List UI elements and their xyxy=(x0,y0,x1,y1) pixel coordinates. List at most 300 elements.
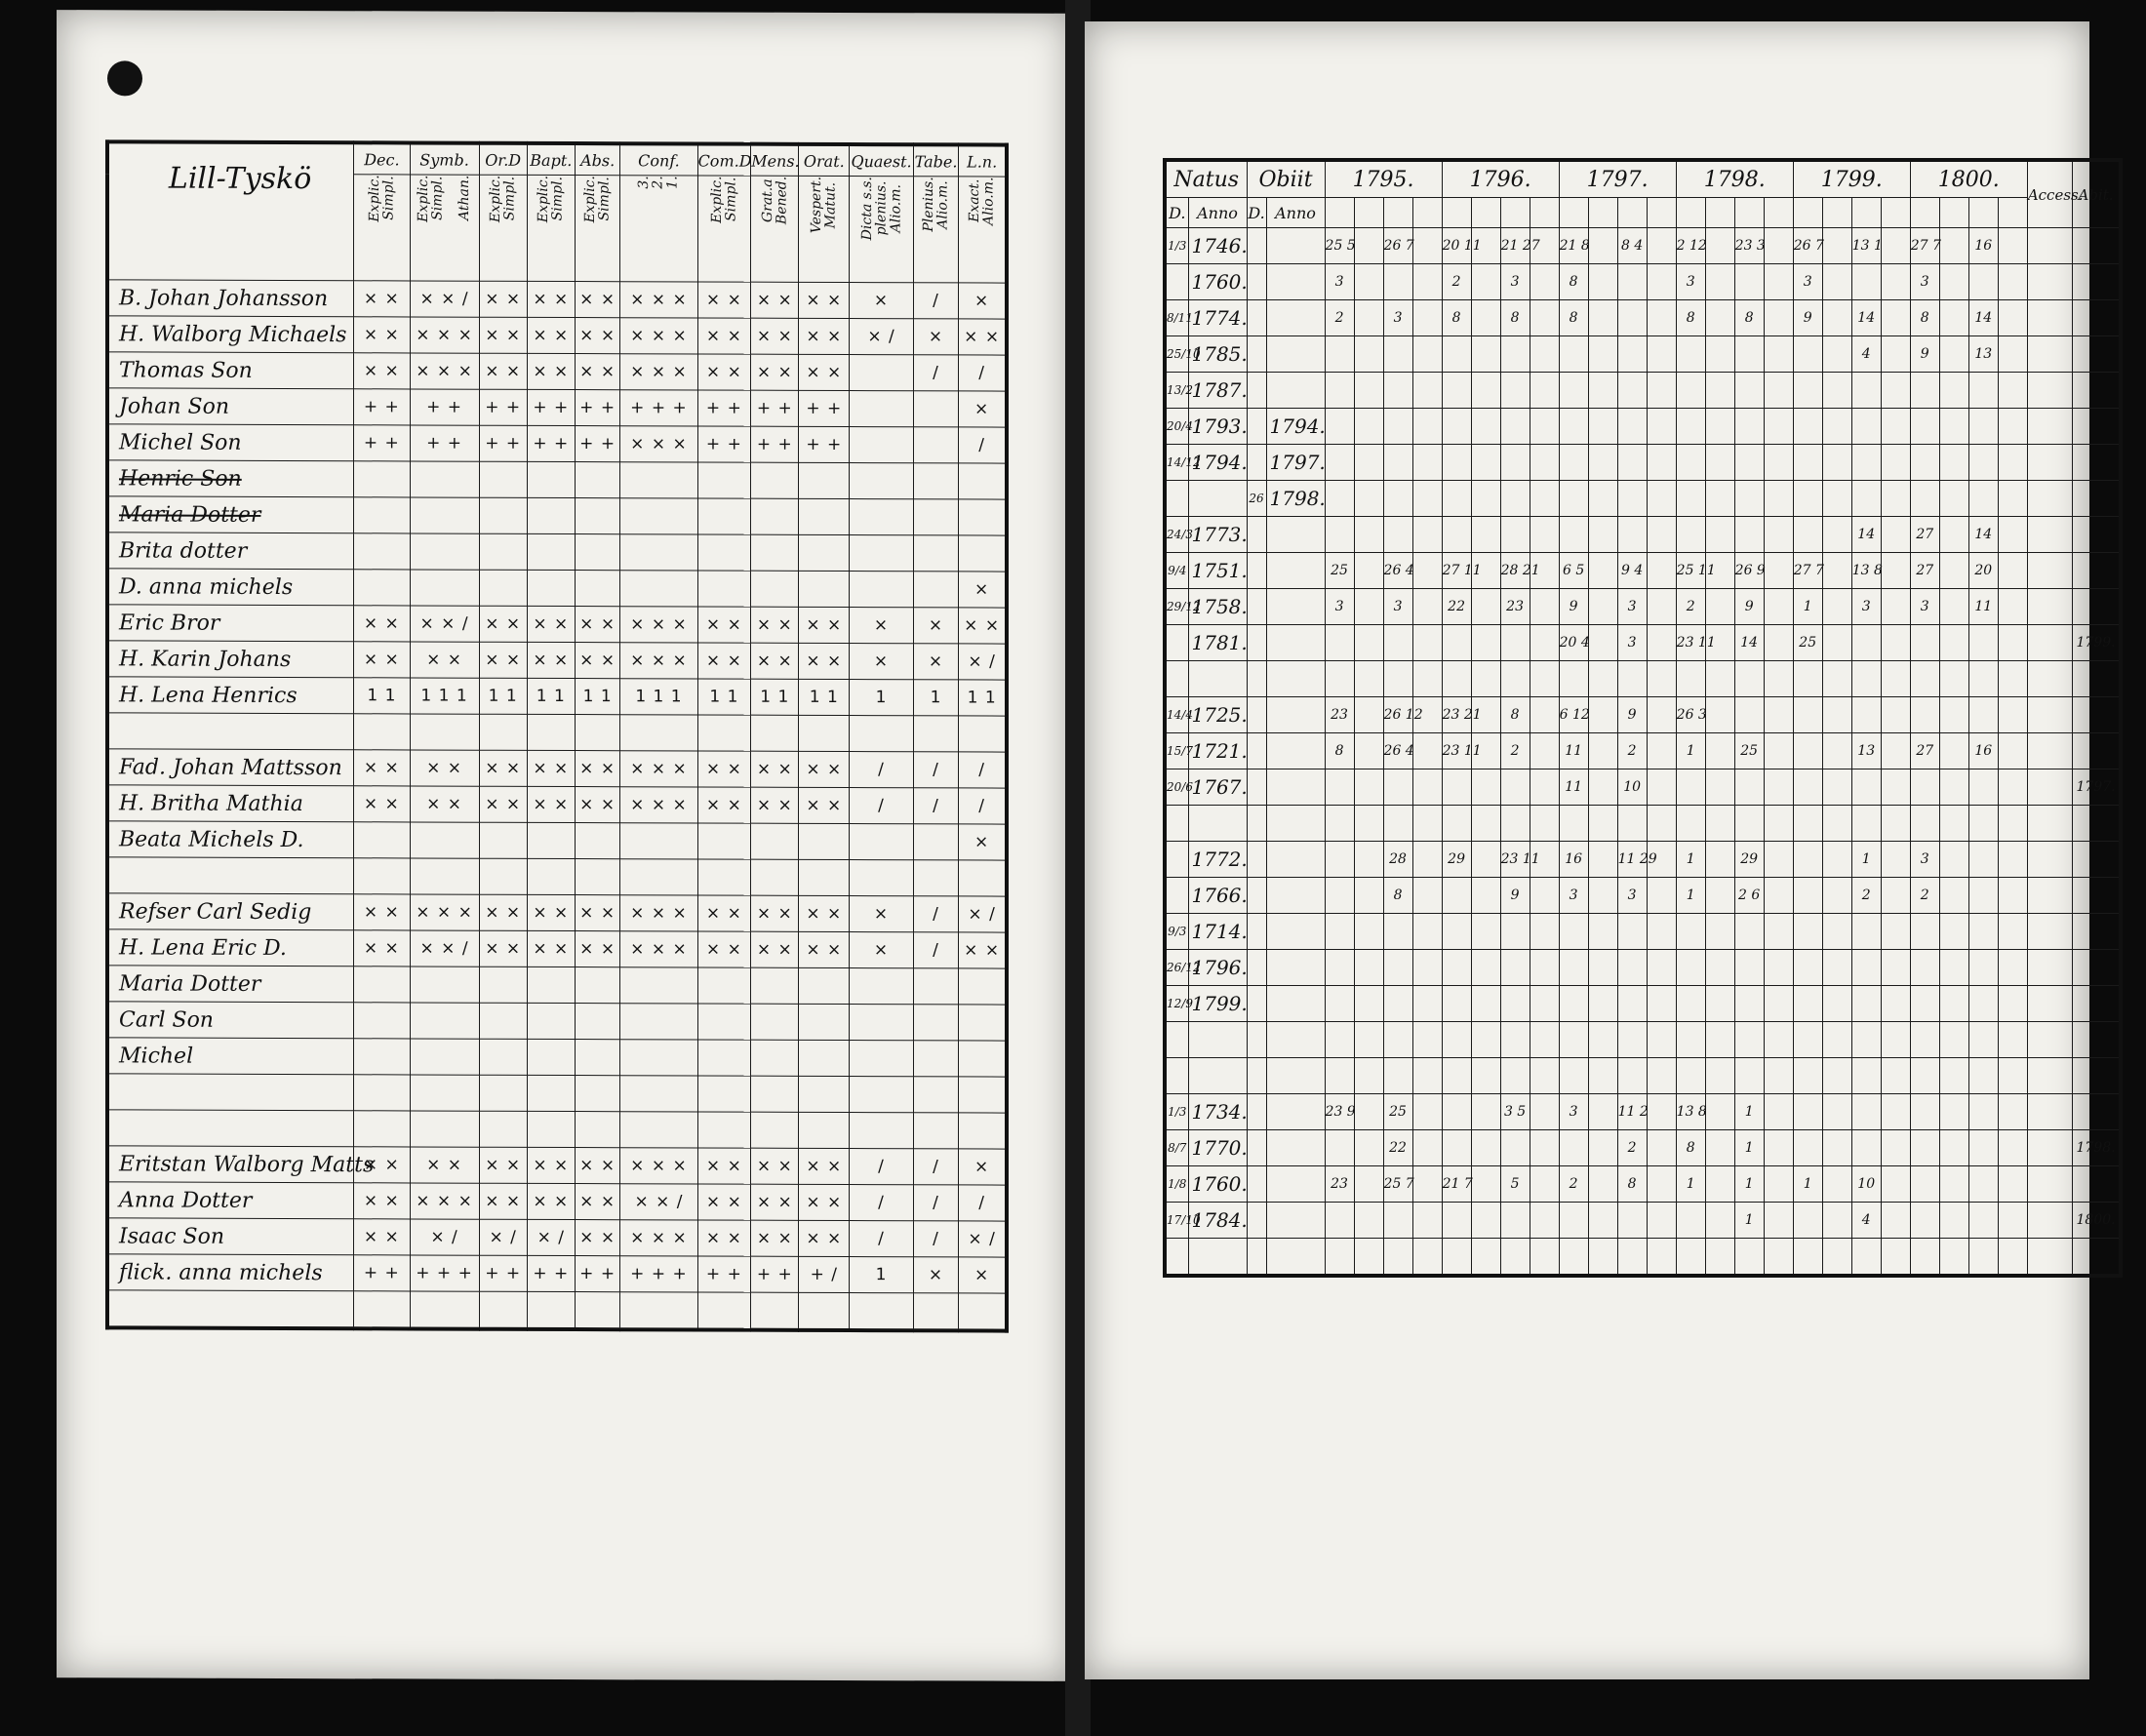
year-entry xyxy=(1793,806,1822,842)
person-name-text: flick. anna michels xyxy=(119,1259,323,1285)
year-entry xyxy=(1939,1203,1968,1239)
year-entry: 8 xyxy=(1676,300,1705,336)
year-entry: 20 4 xyxy=(1559,625,1588,661)
exam-mark xyxy=(959,1005,1007,1041)
year-entry: 27 xyxy=(1910,733,1939,769)
year-entry xyxy=(1910,1203,1939,1239)
year-entry xyxy=(1998,733,2027,769)
exam-mark: × × xyxy=(354,894,410,930)
table-row xyxy=(107,1218,1007,1257)
death-year: 1797. xyxy=(1266,445,1325,481)
exam-mark: × × xyxy=(575,931,619,967)
year-entry xyxy=(1676,914,1705,950)
year-entry: 8 xyxy=(1559,264,1588,300)
abit-entry: 1797. xyxy=(2072,769,2121,806)
year-entry xyxy=(1734,373,1764,409)
death-year xyxy=(1266,1058,1325,1094)
year-entry xyxy=(1676,1203,1705,1239)
table-row xyxy=(1165,1094,2121,1130)
access-entry xyxy=(2027,517,2072,553)
register-header: Natus xyxy=(1165,160,1247,198)
exam-mark xyxy=(850,824,914,860)
year-entry xyxy=(1442,1094,1471,1130)
exam-mark xyxy=(575,1076,619,1112)
year-entry xyxy=(1851,481,1881,517)
year-entry xyxy=(1764,481,1793,517)
access-entry xyxy=(2027,1022,2072,1058)
exam-mark xyxy=(799,715,850,751)
exam-mark: 1 1 xyxy=(527,678,575,714)
year-entry xyxy=(1383,517,1412,553)
exam-mark: × × × xyxy=(410,894,479,930)
year-entry xyxy=(1442,1203,1471,1239)
year-entry xyxy=(1471,409,1500,445)
death-year xyxy=(1266,986,1325,1022)
exam-mark: + + xyxy=(479,425,527,461)
year-subcolumn xyxy=(1500,198,1530,228)
death-year xyxy=(1266,769,1325,806)
year-entry: 8 xyxy=(1442,300,1471,336)
exam-mark xyxy=(479,570,527,606)
year-subcolumn xyxy=(1881,198,1910,228)
year-entry xyxy=(1617,806,1647,842)
column-header: Symb. xyxy=(410,142,479,175)
exam-mark: × × xyxy=(751,787,799,823)
exam-mark: / xyxy=(850,1185,914,1221)
year-entry xyxy=(1588,517,1617,553)
year-entry xyxy=(1764,1058,1793,1094)
exam-mark: × xyxy=(959,391,1007,427)
subheader-label: Explic. Simpl. xyxy=(416,175,446,222)
exam-mark xyxy=(697,534,751,571)
person-name xyxy=(107,1110,354,1147)
table-row xyxy=(107,785,1007,824)
year-entry xyxy=(1881,1239,1910,1277)
year-entry xyxy=(1383,950,1412,986)
exam-mark xyxy=(479,1003,527,1039)
year-entry xyxy=(1588,336,1617,373)
exam-mark: × × xyxy=(751,282,799,318)
year-subcolumn xyxy=(1968,198,1998,228)
year-entry xyxy=(1647,733,1676,769)
year-entry: 27 7 xyxy=(1793,553,1822,589)
year-entry xyxy=(1793,481,1822,517)
exam-mark: × × × xyxy=(620,895,697,931)
person-name-text: H. Karin Johans xyxy=(119,646,292,672)
year-entry xyxy=(1588,264,1617,300)
table-row xyxy=(1165,373,2121,409)
exam-mark xyxy=(850,1041,914,1077)
exam-mark xyxy=(527,533,575,570)
death-year: 1798. xyxy=(1266,481,1325,517)
year-entry xyxy=(1851,1094,1881,1130)
year-entry xyxy=(1939,1166,1968,1203)
exam-mark: × × xyxy=(575,318,619,354)
table-row xyxy=(1165,300,2121,336)
year-entry xyxy=(1412,950,1442,986)
birth-day: 26/12 xyxy=(1165,950,1188,986)
year-entry: 1 xyxy=(1734,1130,1764,1166)
exam-mark xyxy=(697,571,751,607)
year-entry xyxy=(1383,481,1412,517)
year-entry: 10 xyxy=(1851,1166,1881,1203)
year-entry: 2 xyxy=(1325,300,1354,336)
year-entry xyxy=(1793,409,1822,445)
year-entry xyxy=(1998,1239,2027,1277)
column-subheader xyxy=(575,176,619,282)
year-entry: 1 xyxy=(1676,842,1705,878)
year-entry xyxy=(1354,914,1383,950)
year-entry xyxy=(1412,1094,1442,1130)
exam-mark: × × xyxy=(959,319,1007,355)
year-subcolumn xyxy=(1325,198,1354,228)
year-entry: 13 xyxy=(1968,336,1998,373)
access-entry xyxy=(2027,986,2072,1022)
year-entry: 2 xyxy=(1617,733,1647,769)
year-entry xyxy=(1734,1239,1764,1277)
exam-mark xyxy=(697,498,751,534)
exam-mark xyxy=(850,968,914,1005)
year-entry xyxy=(1968,950,1998,986)
exam-mark xyxy=(527,1291,575,1329)
year-entry xyxy=(1910,950,1939,986)
exam-mark: 1 1 xyxy=(354,678,410,714)
exam-mark xyxy=(913,824,958,860)
year-entry xyxy=(1910,1239,1939,1277)
year-entry: 28 21 xyxy=(1500,553,1530,589)
year-subcolumn xyxy=(1705,198,1734,228)
exam-mark xyxy=(850,535,914,572)
year-entry xyxy=(1764,1022,1793,1058)
year-entry xyxy=(1442,769,1471,806)
year-entry xyxy=(1412,1203,1442,1239)
person-name xyxy=(107,1290,354,1328)
year-entry xyxy=(1822,373,1851,409)
year-entry xyxy=(1383,445,1412,481)
exam-mark: + + xyxy=(479,389,527,425)
abit-entry xyxy=(2072,1022,2121,1058)
year-entry: 21 27 xyxy=(1500,228,1530,264)
access-entry xyxy=(2027,842,2072,878)
birth-year: 1796. xyxy=(1188,950,1247,986)
exam-mark: × × xyxy=(575,607,619,643)
year-entry xyxy=(1412,842,1442,878)
year-entry xyxy=(1530,336,1559,373)
table-row xyxy=(107,460,1007,499)
exam-mark xyxy=(850,355,914,391)
person-name xyxy=(107,280,354,317)
year-entry xyxy=(1998,769,2027,806)
abit-entry xyxy=(2072,481,2121,517)
abit-entry xyxy=(2072,589,2121,625)
register-header: 1798. xyxy=(1676,160,1793,198)
access-entry xyxy=(2027,1058,2072,1094)
year-entry: 1 xyxy=(1734,1094,1764,1130)
exam-mark xyxy=(697,715,751,751)
year-entry: 16 xyxy=(1968,228,1998,264)
year-entry xyxy=(1354,950,1383,986)
death-year xyxy=(1266,914,1325,950)
year-entry xyxy=(1559,950,1588,986)
table-row xyxy=(107,857,1007,896)
birth-year: 1758. xyxy=(1188,589,1247,625)
year-entry xyxy=(1939,409,1968,445)
year-entry xyxy=(1881,264,1910,300)
table-row xyxy=(107,424,1007,463)
year-entry: 14 xyxy=(1851,517,1881,553)
year-entry xyxy=(1647,481,1676,517)
exam-mark xyxy=(410,461,479,497)
exam-mark: + + xyxy=(410,425,479,461)
subheader-label: Explic. Simpl. xyxy=(536,175,566,223)
birth-day: 15/7 xyxy=(1165,733,1188,769)
year-entry xyxy=(1617,445,1647,481)
exam-mark: × × xyxy=(697,643,751,679)
year-entry xyxy=(1881,661,1910,697)
year-entry xyxy=(1325,409,1354,445)
year-entry xyxy=(1559,1058,1588,1094)
exam-mark xyxy=(620,967,697,1004)
year-entry xyxy=(1851,625,1881,661)
year-entry xyxy=(1793,1203,1822,1239)
exam-mark: × × × xyxy=(620,1220,697,1256)
year-entry xyxy=(1647,1022,1676,1058)
year-entry xyxy=(1471,1130,1500,1166)
year-entry xyxy=(1939,1239,1968,1277)
exam-mark: / xyxy=(913,1185,958,1221)
table-row xyxy=(107,713,1007,752)
year-entry xyxy=(1383,336,1412,373)
exam-mark: + + xyxy=(354,425,410,461)
birth-year xyxy=(1188,661,1247,697)
exam-mark: × × xyxy=(479,281,527,317)
year-entry xyxy=(1530,986,1559,1022)
year-entry xyxy=(1647,1203,1676,1239)
birth-day xyxy=(1165,264,1188,300)
abit-entry xyxy=(2072,986,2121,1022)
table-row xyxy=(1165,1203,2121,1239)
year-entry: 27 7 xyxy=(1910,228,1939,264)
birth-year: 1714. xyxy=(1188,914,1247,950)
year-entry xyxy=(1647,806,1676,842)
column-header: Com.D xyxy=(697,143,751,176)
year-entry: 9 xyxy=(1617,697,1647,733)
year-entry xyxy=(1412,625,1442,661)
year-entry: 27 xyxy=(1910,517,1939,553)
year-entry xyxy=(1471,1058,1500,1094)
exam-mark xyxy=(620,1004,697,1040)
year-entry xyxy=(1354,445,1383,481)
year-entry xyxy=(1647,697,1676,733)
birth-year: 1721. xyxy=(1188,733,1247,769)
year-entry xyxy=(1705,697,1734,733)
year-entry: 8 xyxy=(1617,1166,1647,1203)
year-entry xyxy=(1530,914,1559,950)
exam-mark xyxy=(479,1111,527,1147)
abit-entry xyxy=(2072,878,2121,914)
column-subheader xyxy=(479,175,527,281)
year-entry xyxy=(1325,661,1354,697)
access-entry xyxy=(2027,661,2072,697)
year-entry xyxy=(1764,1094,1793,1130)
exam-mark xyxy=(697,859,751,895)
year-entry xyxy=(1705,589,1734,625)
exam-mark xyxy=(697,1004,751,1040)
year-entry xyxy=(1910,661,1939,697)
year-entry: 20 11 xyxy=(1442,228,1471,264)
table-row xyxy=(107,605,1007,644)
exam-mark xyxy=(799,462,850,498)
year-entry xyxy=(1968,1239,1998,1277)
exam-mark xyxy=(527,967,575,1003)
year-entry xyxy=(1793,445,1822,481)
exam-mark xyxy=(959,1113,1007,1149)
exam-mark xyxy=(850,1293,914,1331)
year-entry xyxy=(1881,697,1910,733)
year-entry xyxy=(1968,1022,1998,1058)
abit-entry xyxy=(2072,300,2121,336)
year-entry xyxy=(1764,264,1793,300)
table-row xyxy=(107,966,1007,1005)
year-entry xyxy=(1968,769,1998,806)
year-entry xyxy=(1647,517,1676,553)
abit-entry xyxy=(2072,1166,2121,1203)
year-subcolumn xyxy=(1676,198,1705,228)
year-entry: 9 4 xyxy=(1617,553,1647,589)
exam-mark xyxy=(575,1004,619,1040)
subheader-label: Explic. Simpl. xyxy=(581,176,613,223)
subheader-label: Athan. xyxy=(457,175,473,221)
exam-mark: 1 1 xyxy=(697,679,751,715)
exam-mark: 1 1 xyxy=(479,678,527,714)
year-entry xyxy=(1764,950,1793,986)
year-entry xyxy=(1442,806,1471,842)
person-name xyxy=(107,1218,354,1255)
exam-mark xyxy=(410,1075,479,1111)
birth-day xyxy=(1165,661,1188,697)
exam-mark xyxy=(527,570,575,606)
year-entry xyxy=(1676,1022,1705,1058)
year-subcolumn xyxy=(1412,198,1442,228)
death-year: 1794. xyxy=(1266,409,1325,445)
exam-mark: × × × xyxy=(410,317,479,353)
death-year xyxy=(1266,264,1325,300)
year-entry xyxy=(1647,300,1676,336)
year-entry xyxy=(1471,842,1500,878)
year-entry xyxy=(1412,228,1442,264)
year-entry xyxy=(1383,914,1412,950)
year-entry xyxy=(1705,481,1734,517)
abit-entry xyxy=(2072,914,2121,950)
exam-mark xyxy=(751,967,799,1004)
access-entry xyxy=(2027,228,2072,264)
year-entry xyxy=(1734,1058,1764,1094)
table-row xyxy=(1165,589,2121,625)
death-year xyxy=(1266,697,1325,733)
year-entry xyxy=(1471,445,1500,481)
year-entry xyxy=(1354,553,1383,589)
exam-mark xyxy=(620,1292,697,1330)
year-entry: 14 xyxy=(1734,625,1764,661)
year-entry xyxy=(1734,914,1764,950)
birth-year: 1734. xyxy=(1188,1094,1247,1130)
exam-mark: × × xyxy=(799,895,850,931)
exam-mark: × xyxy=(959,824,1007,860)
birth-day: 20/6 xyxy=(1165,769,1188,806)
death-day xyxy=(1247,1094,1266,1130)
exam-mark: + + xyxy=(354,1255,410,1291)
subheader-label: Plenius. Alio.m. xyxy=(920,177,951,232)
exam-mark: / xyxy=(959,788,1007,824)
birth-year: 1799. xyxy=(1188,986,1247,1022)
exam-mark xyxy=(410,1291,479,1329)
exam-mark xyxy=(575,534,619,571)
exam-mark xyxy=(479,858,527,894)
year-entry xyxy=(1530,409,1559,445)
year-entry xyxy=(1968,1166,1998,1203)
exam-mark xyxy=(575,462,619,498)
year-entry xyxy=(1998,697,2027,733)
year-entry xyxy=(1412,336,1442,373)
exam-mark: × × xyxy=(799,354,850,390)
year-entry: 1 xyxy=(1793,1166,1822,1203)
year-entry xyxy=(1354,373,1383,409)
exam-mark xyxy=(913,535,958,572)
person-name xyxy=(107,1146,375,1183)
year-entry xyxy=(1559,517,1588,553)
year-entry xyxy=(1734,986,1764,1022)
year-entry: 3 xyxy=(1617,589,1647,625)
exam-mark xyxy=(959,860,1007,896)
year-entry xyxy=(1822,264,1851,300)
exam-mark xyxy=(751,1292,799,1330)
year-entry xyxy=(1851,986,1881,1022)
year-entry xyxy=(1325,842,1354,878)
table-row xyxy=(1165,661,2121,697)
year-entry xyxy=(1559,336,1588,373)
year-entry xyxy=(1998,842,2027,878)
person-name-text: Thomas Son xyxy=(119,357,253,383)
year-entry: 26 7 xyxy=(1793,228,1822,264)
year-entry: 8 4 xyxy=(1617,228,1647,264)
year-entry: 14 xyxy=(1968,300,1998,336)
exam-mark: × xyxy=(850,896,914,932)
year-entry: 8 xyxy=(1910,300,1939,336)
year-entry xyxy=(1881,769,1910,806)
year-entry xyxy=(1325,806,1354,842)
exam-mark: / xyxy=(913,1221,958,1257)
year-entry: 1 xyxy=(1734,1203,1764,1239)
exam-mark: / xyxy=(850,788,914,824)
exam-mark xyxy=(575,823,619,859)
year-entry xyxy=(1442,1130,1471,1166)
year-entry xyxy=(1588,661,1617,697)
death-year xyxy=(1266,228,1325,264)
year-entry xyxy=(1764,517,1793,553)
year-entry xyxy=(1793,733,1822,769)
year-entry xyxy=(1325,878,1354,914)
year-entry xyxy=(1354,986,1383,1022)
year-entry xyxy=(1764,625,1793,661)
year-entry xyxy=(1500,336,1530,373)
birth-year: 1781. xyxy=(1188,625,1247,661)
death-day xyxy=(1247,986,1266,1022)
year-entry: 2 xyxy=(1500,733,1530,769)
year-entry xyxy=(1998,1058,2027,1094)
year-entry xyxy=(1734,336,1764,373)
register-header: 1799. xyxy=(1793,160,1910,198)
year-entry: 23 11 xyxy=(1676,625,1705,661)
